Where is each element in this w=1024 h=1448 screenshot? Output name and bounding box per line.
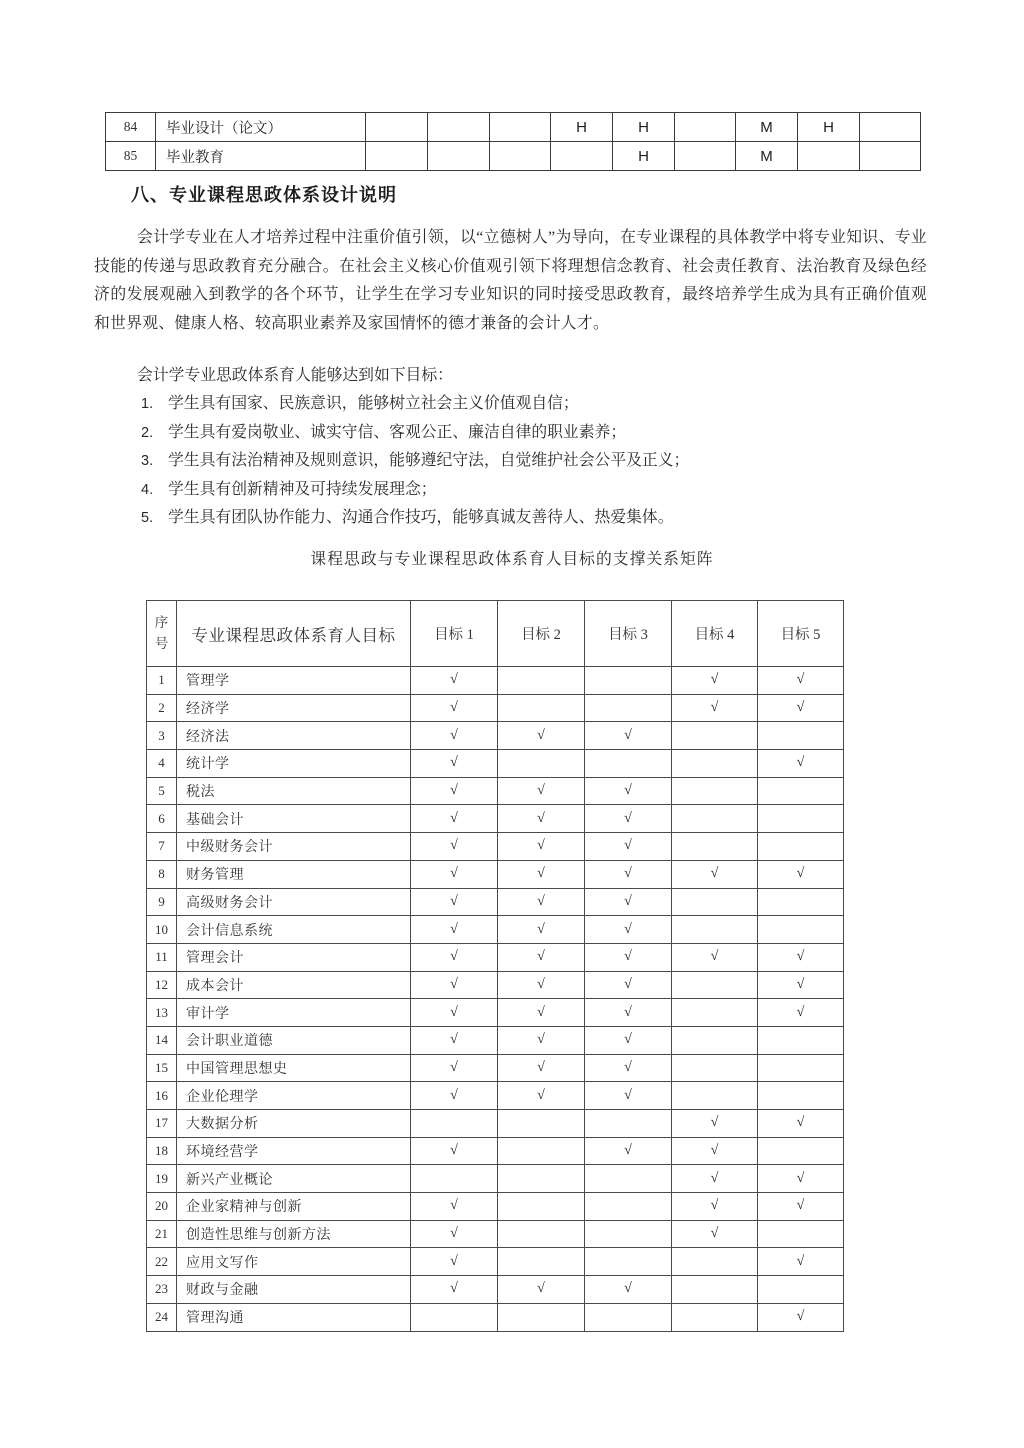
row-number-cell: 13 [147,999,177,1027]
check-cell [498,694,585,722]
course-name-cell: 审计学 [177,999,411,1027]
goal-number: 5. [141,510,154,527]
check-cell: √ [498,1026,585,1054]
check-cell [672,1248,758,1276]
course-name-cell: 管理沟通 [177,1303,411,1331]
header-goal: 目标 2 [498,601,585,667]
check-cell: √ [585,777,672,805]
matrix-row [147,943,844,971]
check-cell: √ [585,943,672,971]
course-name-cell: 高级财务会计 [177,888,411,916]
check-cell [758,1276,844,1304]
row-number-cell: 85 [106,142,156,171]
check-cell [411,1110,498,1138]
check-cell [672,999,758,1027]
check-cell: √ [498,1082,585,1110]
course-name-cell: 经济法 [177,722,411,750]
check-cell: √ [411,750,498,778]
goal-number: 3. [141,453,154,470]
matrix-row [147,999,844,1027]
grade-mark-cell [490,142,551,171]
matrix-row [147,1082,844,1110]
goal-item [141,504,689,533]
check-cell: √ [585,1137,672,1165]
check-cell: √ [498,1276,585,1304]
matrix-row [147,1137,844,1165]
check-cell [672,916,758,944]
course-name-cell: 毕业教育 [156,142,366,171]
check-cell [498,750,585,778]
check-cell: √ [498,971,585,999]
row-number-cell: 6 [147,805,177,833]
check-cell: √ [758,1248,844,1276]
row-number-cell: 3 [147,722,177,750]
check-cell [758,722,844,750]
check-cell [672,971,758,999]
goal-text: 学生具有国家、民族意识，能够树立社会主义价值观自信； [168,395,579,412]
grade-mark-cell [428,113,490,142]
row-number-cell: 12 [147,971,177,999]
grade-mark-cell: H [551,113,613,142]
check-cell [498,1165,585,1193]
table-row [106,113,921,142]
matrix-row [147,971,844,999]
matrix-row [147,1220,844,1248]
grade-mark-cell [675,142,736,171]
course-name-cell: 企业伦理学 [177,1082,411,1110]
check-cell: √ [411,1276,498,1304]
check-cell: √ [672,1165,758,1193]
check-cell: √ [498,999,585,1027]
check-cell: √ [758,667,844,695]
check-cell [672,1026,758,1054]
check-cell [585,667,672,695]
course-name-cell: 毕业设计（论文） [156,113,366,142]
check-cell: √ [758,1110,844,1138]
row-number-cell: 84 [106,113,156,142]
matrix-row [147,1193,844,1221]
check-cell: √ [411,805,498,833]
check-cell: √ [411,1220,498,1248]
matrix-row [147,1110,844,1138]
check-cell [758,1137,844,1165]
matrix-table-body [147,667,844,1332]
grade-mark-cell [490,113,551,142]
check-cell: √ [411,722,498,750]
check-cell: √ [585,860,672,888]
check-cell: √ [411,860,498,888]
grade-mark-cell [798,142,860,171]
check-cell: √ [758,694,844,722]
check-cell: √ [758,750,844,778]
check-cell: √ [672,1193,758,1221]
check-cell [758,888,844,916]
row-number-cell: 23 [147,1276,177,1304]
header-goal: 目标 5 [758,601,844,667]
check-cell [758,833,844,861]
check-cell: √ [498,777,585,805]
check-cell: √ [758,971,844,999]
check-cell [498,1303,585,1331]
check-cell: √ [498,805,585,833]
check-cell: √ [672,1220,758,1248]
check-cell [758,1082,844,1110]
header-goal: 目标 4 [672,601,758,667]
matrix-row [147,888,844,916]
course-name-cell: 统计学 [177,750,411,778]
check-cell [672,805,758,833]
matrix-row [147,694,844,722]
course-name-cell: 财务管理 [177,860,411,888]
check-cell: √ [498,1054,585,1082]
row-number-cell: 5 [147,777,177,805]
row-number-cell: 18 [147,1137,177,1165]
check-cell: √ [411,694,498,722]
grade-mark-cell: M [736,142,798,171]
check-cell: √ [498,833,585,861]
header-serial-number: 序号 [147,601,177,667]
check-cell: √ [498,943,585,971]
grade-mark-cell: H [613,142,675,171]
check-cell [585,750,672,778]
check-cell: √ [585,1054,672,1082]
check-cell [672,888,758,916]
check-cell: √ [585,971,672,999]
check-cell [498,1110,585,1138]
check-cell: √ [585,916,672,944]
course-name-cell: 管理学 [177,667,411,695]
goal-item [141,476,689,505]
course-name-cell: 应用文写作 [177,1248,411,1276]
row-number-cell: 8 [147,860,177,888]
check-cell: √ [411,971,498,999]
matrix-row [147,916,844,944]
check-cell: √ [585,1276,672,1304]
check-cell [411,1165,498,1193]
matrix-row [147,1248,844,1276]
course-name-cell: 企业家精神与创新 [177,1193,411,1221]
row-number-cell: 10 [147,916,177,944]
check-cell: √ [672,694,758,722]
course-name-cell: 税法 [177,777,411,805]
grade-mark-cell: H [613,113,675,142]
check-cell [585,1303,672,1331]
goal-text: 学生具有爱岗敬业、诚实守信、客观公正、廉洁自律的职业素养； [168,423,627,441]
row-number-cell: 16 [147,1082,177,1110]
continuation-table-body [106,113,921,171]
row-number-cell: 4 [147,750,177,778]
check-cell [672,750,758,778]
check-cell: √ [411,667,498,695]
goal-text: 学生具有法治精神及规则意识，能够遵纪守法，自觉维护社会公平及正义； [168,452,690,470]
header-course-goal: 专业课程思政体系育人目标 [177,601,411,667]
check-cell: √ [672,943,758,971]
goal-text: 学生具有团队协作能力、沟通合作技巧，能够真诚友善待人、热爱集体。 [168,509,674,527]
check-cell: √ [585,999,672,1027]
check-cell: √ [498,722,585,750]
course-name-cell: 管理会计 [177,943,411,971]
matrix-row [147,667,844,695]
check-cell: √ [411,888,498,916]
check-cell: √ [758,999,844,1027]
check-cell: √ [411,1054,498,1082]
check-cell: √ [585,1026,672,1054]
header-goal: 目标 3 [585,601,672,667]
goal-item [141,390,689,419]
course-name-cell: 环境经营学 [177,1137,411,1165]
row-number-cell: 17 [147,1110,177,1138]
course-name-cell: 中国管理思想史 [177,1054,411,1082]
check-cell: √ [411,943,498,971]
course-name-cell: 大数据分析 [177,1110,411,1138]
row-number-cell: 2 [147,694,177,722]
check-cell [498,1193,585,1221]
matrix-row [147,805,844,833]
course-name-cell: 财政与金融 [177,1276,411,1304]
check-cell: √ [758,943,844,971]
check-cell: √ [498,860,585,888]
check-cell [758,1220,844,1248]
check-cell [498,1220,585,1248]
check-cell: √ [411,1248,498,1276]
check-cell: √ [758,1165,844,1193]
matrix-row [147,1054,844,1082]
matrix-row [147,1303,844,1331]
check-cell: √ [585,805,672,833]
matrix-row [147,860,844,888]
row-number-cell: 20 [147,1193,177,1221]
check-cell [672,1303,758,1331]
check-cell: √ [672,860,758,888]
check-cell [498,1248,585,1276]
check-cell [758,916,844,944]
row-number-cell: 14 [147,1026,177,1054]
check-cell: √ [411,1082,498,1110]
matrix-row [147,833,844,861]
check-cell [585,1220,672,1248]
goals-list [141,390,689,533]
grade-mark-cell [366,113,428,142]
check-cell: √ [411,1026,498,1054]
check-cell [585,1165,672,1193]
check-cell: √ [411,916,498,944]
grade-mark-cell: H [798,113,860,142]
check-cell: √ [411,999,498,1027]
section-heading: 八、专业课程思政体系设计说明 [131,185,397,205]
row-number-cell: 22 [147,1248,177,1276]
grade-mark-cell [675,113,736,142]
row-number-cell: 11 [147,943,177,971]
matrix-row [147,1165,844,1193]
check-cell [672,1082,758,1110]
matrix-table-head [147,601,844,667]
check-cell: √ [498,888,585,916]
grade-mark-cell [551,142,613,171]
check-cell: √ [585,1082,672,1110]
grade-mark-cell [860,113,921,142]
check-cell: √ [585,833,672,861]
check-cell: √ [411,777,498,805]
row-number-cell: 15 [147,1054,177,1082]
check-cell [498,667,585,695]
row-number-cell: 24 [147,1303,177,1331]
check-cell: √ [758,1193,844,1221]
row-number-cell: 1 [147,667,177,695]
row-number-cell: 19 [147,1165,177,1193]
check-cell [498,1137,585,1165]
check-cell [585,1193,672,1221]
course-name-cell: 经济学 [177,694,411,722]
table-row [106,142,921,171]
goals-intro-line: 会计学专业思政体系育人能够达到如下目标： [137,367,453,384]
check-cell [411,1303,498,1331]
course-name-cell: 会计职业道德 [177,1026,411,1054]
row-number-cell: 21 [147,1220,177,1248]
matrix-row [147,722,844,750]
row-number-cell: 9 [147,888,177,916]
check-cell [672,1054,758,1082]
check-cell: √ [672,667,758,695]
course-name-cell: 中级财务会计 [177,833,411,861]
check-cell: √ [672,1137,758,1165]
matrix-row [147,1276,844,1304]
course-name-cell: 成本会计 [177,971,411,999]
check-cell: √ [411,833,498,861]
matrix-row [147,1026,844,1054]
check-cell: √ [758,1303,844,1331]
check-cell [758,1054,844,1082]
check-cell [758,1026,844,1054]
row-number-cell: 7 [147,833,177,861]
goal-number: 1. [141,396,154,412]
check-cell [672,722,758,750]
check-cell [672,777,758,805]
goal-item [141,447,689,476]
course-name-cell: 会计信息系统 [177,916,411,944]
course-name-cell: 创造性思维与创新方法 [177,1220,411,1248]
check-cell: √ [498,916,585,944]
matrix-row [147,750,844,778]
grade-mark-cell: M [736,113,798,142]
check-cell [672,833,758,861]
check-cell: √ [758,860,844,888]
check-cell [585,694,672,722]
goal-number: 4. [141,481,154,498]
grade-mark-cell [428,142,490,171]
goal-item [141,419,689,448]
header-goal: 目标 1 [411,601,498,667]
check-cell [758,777,844,805]
course-name-cell: 新兴产业概论 [177,1165,411,1193]
course-name-cell: 基础会计 [177,805,411,833]
check-cell [672,1276,758,1304]
check-cell: √ [585,722,672,750]
check-cell: √ [672,1110,758,1138]
grade-mark-cell [366,142,428,171]
check-cell: √ [411,1137,498,1165]
matrix-row [147,777,844,805]
check-cell [585,1248,672,1276]
matrix-caption: 课程思政与专业课程思政体系育人目标的支撑关系矩阵 [310,551,714,568]
check-cell: √ [411,1193,498,1221]
grade-mark-cell [860,142,921,171]
support-matrix-table [146,600,844,1332]
check-cell: √ [585,888,672,916]
intro-paragraph: 会计学专业在人才培养过程中注重价值引领，以“立德树人”为导向，在专业课程的具体教学中将专业知识、专业技能的传递与思政教育充分融合。在社会主义核心价值观引领下将理想信念教育、社会责任教育、法治教育及绿色经济的发展观融入到教学的各个环节，让学生在学习专业知识的同时接受思政教育，最终培养学生成为具有正确价值观和世界观、健康人格、较高职业素养及家国情怀的德才兼备的会计人才。 [94,229,927,332]
check-cell [585,1110,672,1138]
goal-text: 学生具有创新精神及可持续发展理念； [168,480,437,498]
check-cell [758,805,844,833]
goal-number: 2. [141,424,154,441]
course-support-continuation-table [105,112,921,171]
matrix-header-row [147,601,844,667]
